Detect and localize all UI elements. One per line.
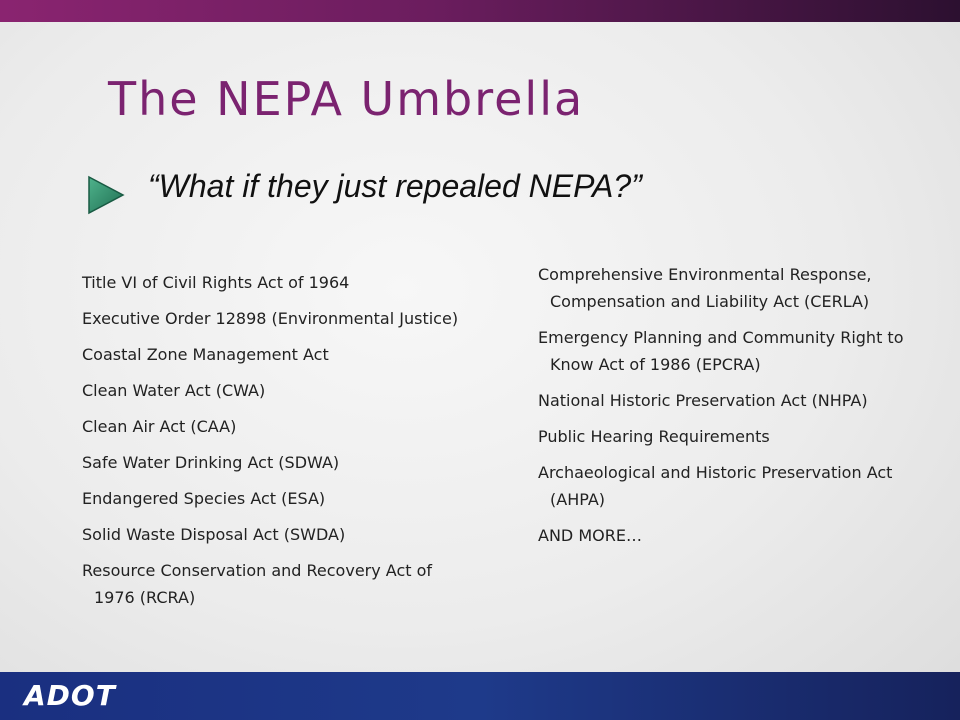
adot-logo: ADOT xyxy=(24,679,116,712)
left-law-list xyxy=(82,269,472,620)
list-item: Comprehensive Environmental Response, Compensation and Liability Act (CERLA) xyxy=(538,265,872,311)
list-item: National Historic Preservation Act (NHPA) xyxy=(538,391,868,410)
footer-bar xyxy=(0,672,960,720)
list-item: Coastal Zone Management Act xyxy=(82,345,329,364)
list-item: Emergency Planning and Community Right to Know Act of 1986 (EPCRA) xyxy=(538,328,904,374)
slide-subtitle: “What if they just repealed NEPA?” xyxy=(148,168,642,204)
list-item: Title VI of Civil Rights Act of 1964 xyxy=(82,273,350,292)
top-accent-bar xyxy=(0,0,960,22)
list-item: Public Hearing Requirements xyxy=(538,427,770,446)
slide-title: The NEPA Umbrella xyxy=(108,72,585,126)
list-item: AND MORE… xyxy=(538,526,642,545)
list-item: Safe Water Drinking Act (SDWA) xyxy=(82,453,340,472)
list-item: Executive Order 12898 (Environmental Justice) xyxy=(82,309,459,328)
list-item: Archaeological and Historic Preservation Act (AHPA) xyxy=(538,463,893,509)
triangle-arrow-icon xyxy=(86,174,126,216)
list-item: Solid Waste Disposal Act (SWDA) xyxy=(82,525,346,544)
list-item: Endangered Species Act (ESA) xyxy=(82,489,326,508)
list-item: Clean Air Act (CAA) xyxy=(82,417,237,436)
list-item: Resource Conservation and Recovery Act of 1976 (RCRA) xyxy=(82,561,433,607)
list-item: Clean Water Act (CWA) xyxy=(82,381,266,400)
right-law-list xyxy=(538,261,920,558)
